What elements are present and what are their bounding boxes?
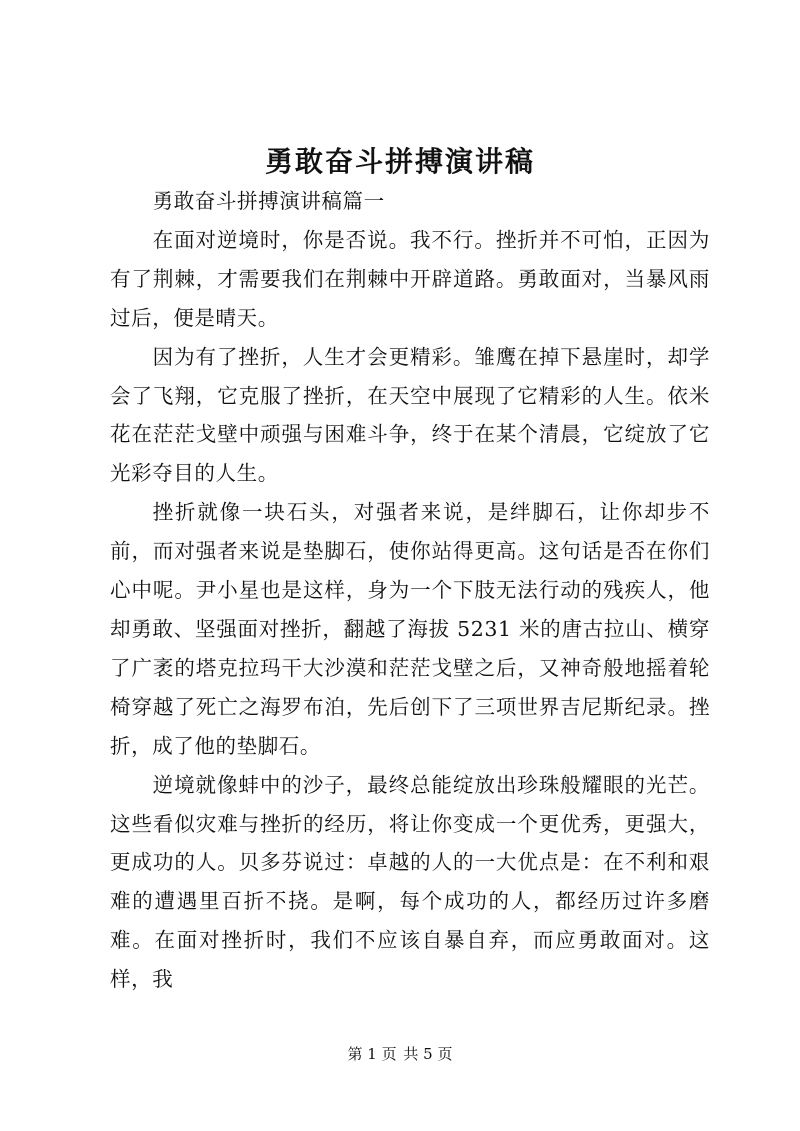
paragraph: 挫折就像一块石头，对强者来说，是绊脚石，让你却步不前，而对强者来说是垫脚石，使你站得更高。这句话是否在你们心中呢。尹小星也是这样，身为一个下肢无法行动的残疾人，他却勇敢、坚强面对挫折，翻越了海拔 5231 米的唐古拉山、横穿了广袤的塔克拉玛干大沙漠和茫茫戈壁之后，又神奇般地摇着轮椅穿越了死亡之海罗布泊，先后创下了三项世界吉尼斯纪录。挫折，成了他的垫脚石。 — [110, 500, 710, 758]
document-title: 勇敢奋斗拼搏演讲稿 — [264, 145, 535, 178]
paragraph: 逆境就像蚌中的沙子，最终总能绽放出珍珠般耀眼的光芒。这些看似灾难与挫折的经历，将让你变成一个更优秀，更强大，更成功的人。贝多芬说过：卓越的人的一大优点是：在不利和艰难的遭遇里百折不挠。是啊，每个成功的人，都经历过许多磨难。在面对挫折时，我们不应该自暴自弃，而应勇敢面对。这样，我 — [110, 772, 710, 992]
page-footer — [0, 1044, 800, 1064]
document-body — [110, 182, 710, 999]
page-number: 第 1 页 — [347, 1045, 397, 1063]
section-heading: 勇敢奋斗拼搏演讲稿篇一 — [152, 189, 385, 213]
page-total: 共 5 页 — [403, 1045, 453, 1063]
paragraph: 因为有了挫折，人生才会更精彩。雏鹰在掉下悬崖时，却学会了飞翔，它克服了挫折，在天空中展现了它精彩的人生。依米花在茫茫戈壁中顽强与困难斗争，终于在某个清晨，它绽放了它光彩夺目的人生。 — [110, 344, 710, 486]
paragraph: 在面对逆境时，你是否说。我不行。挫折并不可怕，正因为有了荆棘，才需要我们在荆棘中开辟道路。勇敢面对，当暴风雨过后，便是晴天。 — [110, 227, 710, 330]
